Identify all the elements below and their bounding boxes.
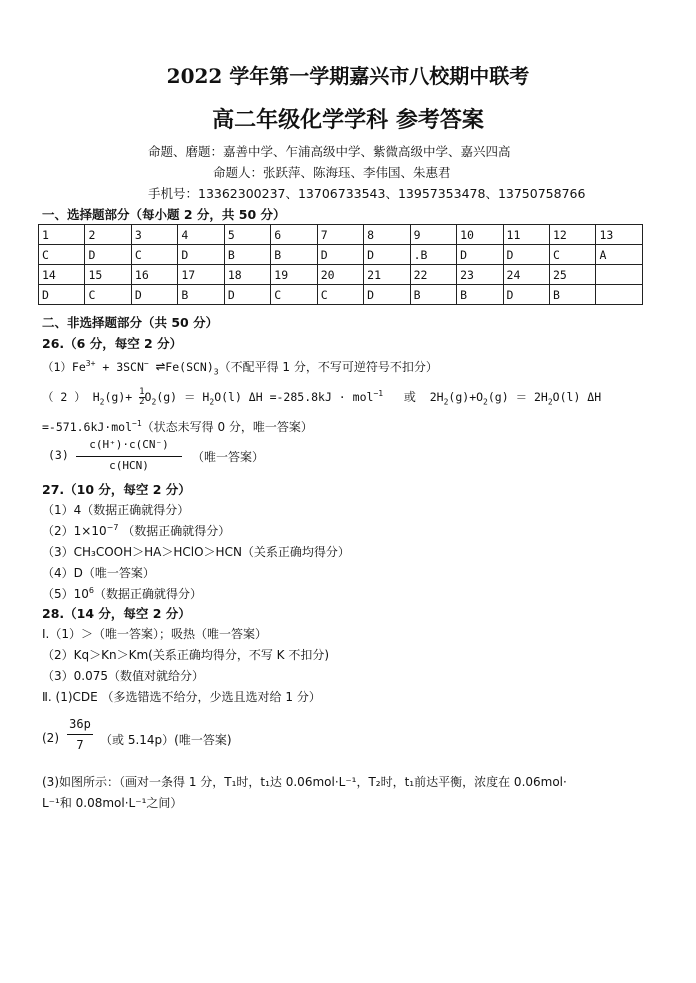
question-number-cell (596, 265, 643, 285)
question-number-cell: 5 (224, 225, 270, 245)
answer-row (39, 285, 643, 305)
answer-cell: D (503, 285, 549, 305)
answer-cell: C (131, 245, 177, 265)
formula-text: (g) ＝ 2H (487, 390, 548, 404)
answer-table (38, 224, 643, 305)
answer-cell: A (596, 245, 643, 265)
q27-answer-3: （3）CH₃COOH＞HA＞HClO＞HCN（关系正确均得分） (42, 545, 350, 559)
proposer-schools: 命题、磨题：嘉善中学、乍浦高级中学、紫微高级中学、嘉兴四高 (148, 144, 511, 159)
answer-cell: C (39, 245, 85, 265)
superscript: −1 (132, 419, 142, 429)
question-number-cell: 18 (224, 265, 270, 285)
superscript: 3+ (85, 359, 96, 369)
or-text: 或 (403, 390, 416, 404)
formula-text: O (144, 390, 152, 404)
q28-heading: 28.（14 分，每空 2 分） (42, 606, 191, 621)
reversible-arrow-icon: ⇌ (155, 356, 166, 375)
answer-cell: D (39, 285, 85, 305)
formula-text: H (92, 390, 100, 404)
answer-cell: D (503, 245, 549, 265)
superscript: − (143, 359, 149, 369)
formula-text: (g) ＝ H (156, 390, 210, 404)
q27-answer-4: （4）D（唯一答案） (42, 566, 155, 580)
question-number-row (39, 225, 643, 245)
answer-cell: B (457, 285, 503, 305)
q28-part2-answer-1: Ⅱ. (1)CDE （多选错选不给分，少选且选对给 1 分） (42, 690, 321, 704)
question-number-cell: 4 (178, 225, 224, 245)
answer-cell: B (224, 245, 270, 265)
answer-cell: D (224, 285, 270, 305)
formula-text: (g)+O (448, 390, 484, 404)
answer-cell: D (364, 285, 410, 305)
q27-answer-5 (42, 585, 202, 602)
answer-cell: D (364, 245, 410, 265)
question-number-cell: 16 (131, 265, 177, 285)
question-number-cell: 24 (503, 265, 549, 285)
question-number-cell: 20 (317, 265, 363, 285)
q28-part2-answer-3-line2: L⁻¹和 0.08mol·L⁻¹之间） (42, 796, 183, 810)
question-number-cell: 25 (549, 265, 595, 285)
q27-answer-2 (42, 522, 230, 539)
answer-cell: D (85, 245, 131, 265)
fraction-denominator: 2 (139, 397, 145, 407)
q27-a2-note: （数据正确就得分） (122, 524, 231, 538)
answer-cell: C (317, 285, 363, 305)
q26-answer-1 (42, 356, 438, 376)
q26-heading: 26.（6 分，每空 2 分） (42, 336, 183, 351)
question-number-cell: 14 (39, 265, 85, 285)
answer-cell: B (271, 245, 317, 265)
answer-row (39, 245, 643, 265)
subscript: 3 (213, 367, 219, 377)
superscript: −7 (106, 523, 119, 532)
answer-cell: D (457, 245, 503, 265)
q26-a1-text: + 3SCN (95, 360, 144, 374)
question-number-cell: 22 (410, 265, 456, 285)
q26-a1-note: （不配平得 1 分，不写可逆符号不扣分） (218, 360, 438, 374)
subscript: 2 (209, 397, 215, 407)
subscript: 2 (547, 397, 553, 407)
fraction-numerator: 1 (139, 387, 145, 397)
q26-a3-note: （唯一答案） (192, 450, 265, 464)
question-number-cell: 6 (271, 225, 317, 245)
question-number-cell: 23 (457, 265, 503, 285)
document-subtitle: 高二年级化学学科 参考答案 (212, 107, 484, 133)
q27-a5-text: （5）10 (42, 587, 89, 601)
question-number-cell: 15 (85, 265, 131, 285)
q27-answer-1: （1）4（数据正确就得分） (42, 503, 190, 517)
answer-cell: C (85, 285, 131, 305)
answer-cell (596, 285, 643, 305)
answer-cell: .B (410, 245, 456, 265)
q26-a3-numerator: c(H⁺)·c(CN⁻) (89, 438, 169, 451)
q26-a1-text: Fe(SCN) (165, 360, 214, 374)
q26-a3-label: (3) (48, 448, 69, 462)
q26-answer-2 (42, 388, 601, 407)
answer-cell: D (317, 245, 363, 265)
q28-part1-answer-1: Ⅰ.（1）＞（唯一答案）；吸热（唯一答案） (42, 627, 267, 641)
q28-part2-answer-3-line1: (3)如图所示：（画对一条得 1 分，T₁时，t₁达 0.06mol·L⁻¹，T₂时，t₁前达平衡，浓度在 0.06mol· (42, 775, 567, 789)
question-number-cell: 2 (85, 225, 131, 245)
question-number-cell: 10 (457, 225, 503, 245)
superscript: 6 (88, 586, 94, 595)
question-number-cell: 11 (503, 225, 549, 245)
answer-cell: B (178, 285, 224, 305)
question-number-cell: 19 (271, 265, 317, 285)
question-number-cell: 3 (131, 225, 177, 245)
q28-part2-answer-2-note: （或 5.14p）(唯一答案) (100, 733, 232, 747)
q26-a2-label: （ 2 ） (42, 390, 86, 404)
subscript: 2 (151, 397, 157, 407)
formula-text: O(l) ΔH (552, 390, 602, 404)
question-number-row (39, 265, 643, 285)
section1-heading: 一、选择题部分（每小题 2 分，共 50 分） (42, 207, 286, 222)
formula-text: O(l) ΔH =-285.8kJ · mol (214, 390, 374, 404)
question-number-cell: 13 (596, 225, 643, 245)
question-number-cell: 9 (410, 225, 456, 245)
q26-answer-2-continued (42, 418, 313, 435)
fraction-bar (76, 456, 182, 457)
author-list: 命题人：张跃萍、陈海珏、李伟国、朱惠君 (213, 165, 451, 180)
phone-numbers: 手机号：13362300237、13706733543、13957353478、13750758766 (148, 186, 586, 201)
q28-part2-answer-2-label: (2) (42, 731, 59, 745)
question-number-cell: 7 (317, 225, 363, 245)
question-number-cell: 8 (364, 225, 410, 245)
q28-ii2-denominator: 7 (76, 738, 84, 752)
question-number-cell: 12 (549, 225, 595, 245)
q26-a1-text: （1）Fe (42, 360, 86, 374)
q27-a5-note: （数据正确就得分） (94, 587, 203, 601)
superscript: −1 (373, 389, 384, 399)
subscript: 2 (483, 397, 488, 407)
q27-heading: 27.（10 分，每空 2 分） (42, 482, 191, 497)
section2-heading: 二、非选择题部分（共 50 分） (42, 315, 219, 330)
q26-a3-denominator: c(HCN) (109, 459, 149, 472)
answer-cell: D (178, 245, 224, 265)
answer-cell: B (549, 285, 595, 305)
question-number-cell: 1 (39, 225, 85, 245)
answer-cell: C (549, 245, 595, 265)
formula-text: (g)+ (104, 390, 133, 404)
document-title: 2022 学年第一学期嘉兴市八校期中联考 (166, 64, 530, 88)
question-number-cell: 21 (364, 265, 410, 285)
formula-text: 2H (429, 390, 444, 404)
question-number-cell: 17 (178, 265, 224, 285)
formula-text: =-571.6kJ·mol (42, 420, 133, 434)
q27-a2-text: （2）1×10 (42, 524, 107, 538)
fraction-bar (67, 734, 93, 735)
answer-cell: C (271, 285, 317, 305)
subscript: 2 (443, 397, 449, 407)
q28-ii2-numerator: 36p (69, 717, 91, 731)
q28-part1-answer-3: （3）0.075（数值对就给分） (42, 669, 204, 683)
answer-cell: B (410, 285, 456, 305)
subscript: 2 (99, 397, 105, 407)
q28-part1-answer-2: （2）Kq＞Kn＞Km(关系正确均得分，不写 K 不扣分) (42, 648, 330, 662)
answer-cell: D (131, 285, 177, 305)
q26-a2-note: （状态未写得 0 分，唯一答案） (141, 420, 313, 434)
